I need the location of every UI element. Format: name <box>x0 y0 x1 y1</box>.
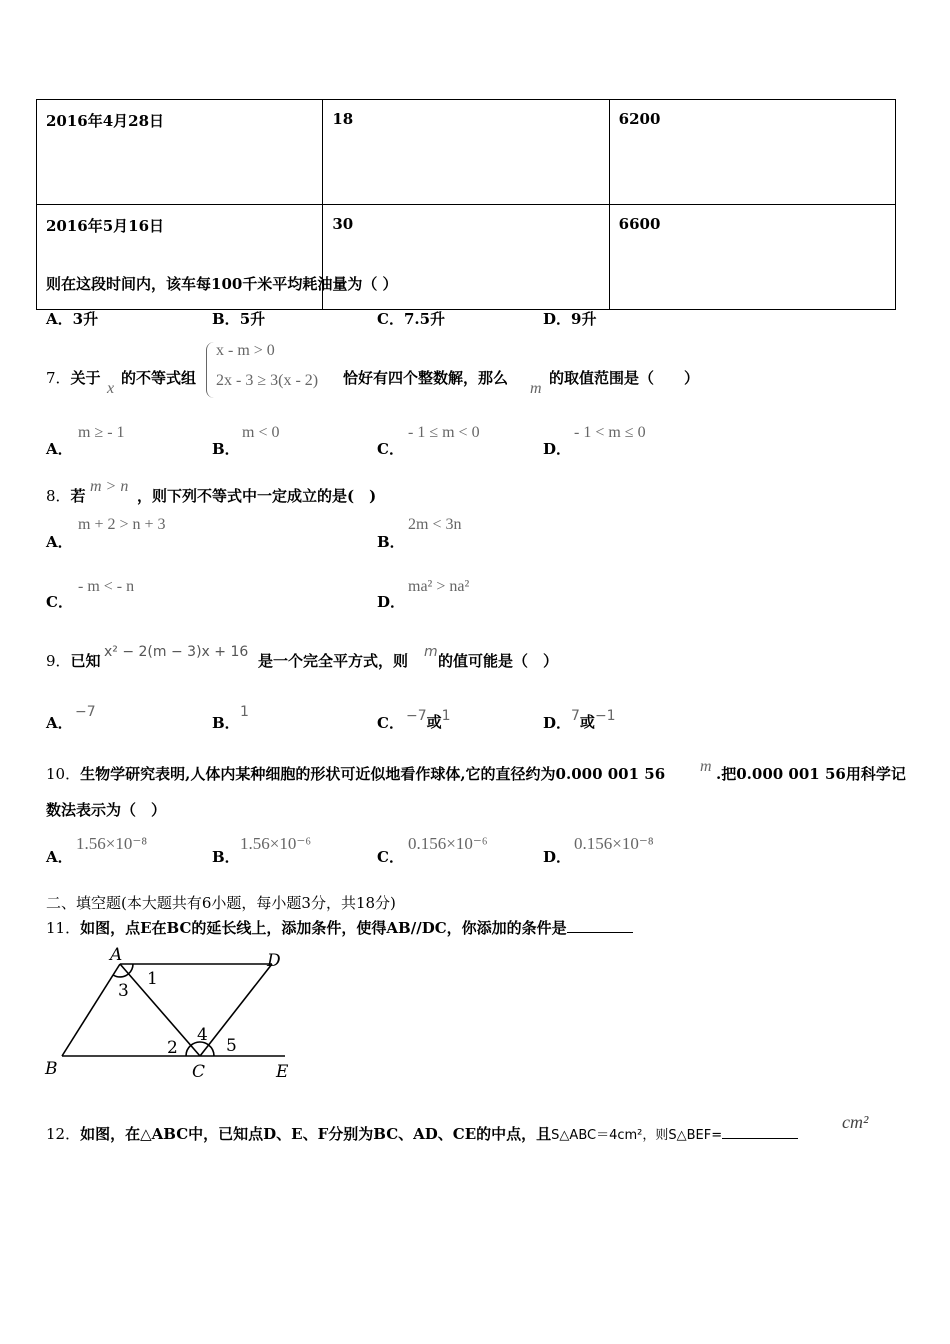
q10-option-d-letter: D． <box>543 848 572 866</box>
q9-option-c-letter: C． <box>377 714 404 732</box>
q9-option-a-math: −7 <box>75 704 96 720</box>
q9-option-b-math: 1 <box>240 704 249 720</box>
q8-option-b-math: 2m < 3n <box>408 516 462 533</box>
table-cell-date: 2016年5月16日 <box>37 205 323 310</box>
label-a: A <box>110 945 123 965</box>
q8-option-b-letter: B． <box>377 533 405 551</box>
q11-stem: 11．如图，点E在BC的延长线上，添加条件，使得AB//DC，你添加的条件是 <box>46 917 633 938</box>
q9-var-m: m <box>424 644 438 660</box>
q7-system-line2: 2x - 3 ≥ 3(x - 2) <box>216 372 319 389</box>
q8-option-c-letter: C． <box>46 593 73 611</box>
q7-option-b-letter: B． <box>212 440 240 458</box>
label-angle-1: 1 <box>147 969 158 989</box>
q9-option-c: −7或1 <box>406 708 451 731</box>
angle-arc-3 <box>113 974 128 977</box>
segment-ac <box>120 964 200 1056</box>
q6-option-d: D．9升 <box>543 310 597 328</box>
q9-option-d: 7或−1 <box>571 708 616 731</box>
q10-stem-line1: 10．生物学研究表明,人体内某种细胞的形状可近似地看作球体,它的直径约为0.000 001 56 <box>46 765 666 783</box>
q7-option-a-letter: A． <box>46 440 73 458</box>
q8-option-a-letter: A． <box>46 533 73 551</box>
q7-text3: 恰好有四个整数解，那么 <box>343 369 509 387</box>
q12-answer-blank <box>722 1138 798 1139</box>
segment-ab <box>62 964 120 1056</box>
label-e: E <box>276 1062 289 1080</box>
q10-option-c-letter: C． <box>377 848 404 866</box>
q8-option-c-math: - m < - n <box>78 578 135 595</box>
q7-stem: 7．关于 <box>46 369 101 387</box>
angle-arc-5 <box>209 1045 214 1056</box>
q11-figure <box>40 945 300 1080</box>
q7-option-d-letter: D． <box>543 440 572 458</box>
angle-arc-1 <box>129 964 134 974</box>
q7-option-c-letter: C． <box>377 440 404 458</box>
q7-option-b-math: m < 0 <box>242 424 280 441</box>
q8-stem: 8．若 <box>46 487 86 505</box>
q10-unit: m <box>700 758 712 775</box>
q7-system-brace <box>206 342 215 398</box>
q7-option-d-math: - 1 < m ≤ 0 <box>574 424 646 441</box>
q10-stem-line1b: .把0.000 001 56用科学记 <box>716 765 906 783</box>
q6-option-c: C．7.5升 <box>377 310 446 328</box>
q8-condition: m > n <box>90 478 129 495</box>
q8-option-d-letter: D． <box>377 593 406 611</box>
section-title: 二、填空题(本大题共有6小题，每小题3分，共18分) <box>46 894 396 912</box>
q7-var-x: x <box>107 380 115 397</box>
q9-option-d-letter: D． <box>543 714 572 732</box>
q9-expression: x² − 2(m − 3)x + 16 <box>104 644 249 660</box>
q10-option-a-letter: A． <box>46 848 73 866</box>
q8-option-a-math: m + 2 > n + 3 <box>78 516 166 533</box>
q6-option-b: B．5升 <box>212 310 266 328</box>
q10-option-a-math: 1.56×10⁻⁸ <box>76 834 148 853</box>
table-cell-mileage: 6200 <box>609 100 895 205</box>
table-cell-date: 2016年4月28日 <box>37 100 323 205</box>
angle-arc-2 <box>186 1045 191 1056</box>
q9-text3: 的值可能是（ ） <box>438 652 559 670</box>
table-cell-mileage: 6600 <box>609 205 895 310</box>
q9-option-a-letter: A． <box>46 714 73 732</box>
q11-answer-blank <box>567 932 633 933</box>
q7-system-line1: x - m > 0 <box>216 342 275 359</box>
q9-stem: 9．已知 <box>46 652 101 670</box>
q12-stem: 12．如图，在△ABC中，已知点D、E、F分别为BC、AD、CE的中点，且S△ABC＝4cm²，则S△BEF= <box>46 1123 798 1144</box>
q9-text2: 是一个完全平方式，则 <box>258 652 409 670</box>
q10-option-b-letter: B． <box>212 848 240 866</box>
q10-option-d-math: 0.156×10⁻⁸ <box>574 834 654 853</box>
table-cell-fuel: 30 <box>323 205 609 310</box>
q9-option-b-letter: B． <box>212 714 240 732</box>
label-d: D <box>267 951 281 971</box>
label-angle-5: 5 <box>226 1036 237 1056</box>
q10-option-b-math: 1.56×10⁻⁶ <box>240 834 312 853</box>
label-angle-2: 2 <box>167 1038 178 1058</box>
table-row <box>37 100 896 205</box>
q7-var-m: m <box>530 380 542 397</box>
q8-option-d-math: ma² > na² <box>408 578 470 595</box>
q6-option-a: A．3升 <box>46 310 99 328</box>
q7-option-a-math: m ≥ - 1 <box>78 424 125 441</box>
q7-text2: 的不等式组 <box>121 369 197 387</box>
q7-text4: 的取值范围是（ ） <box>549 369 700 387</box>
label-angle-4: 4 <box>197 1025 208 1045</box>
label-angle-3: 3 <box>118 981 129 1001</box>
q10-stem-line2: 数法表示为（ ） <box>46 801 167 819</box>
table-cell-fuel: 18 <box>323 100 609 205</box>
q12-unit: cm² <box>842 1112 869 1132</box>
q10-option-c-math: 0.156×10⁻⁶ <box>408 834 488 853</box>
q7-option-c-math: - 1 ≤ m < 0 <box>408 424 480 441</box>
label-b: B <box>45 1059 58 1079</box>
q8-text2: ，则下列不等式中一定成立的是( ) <box>137 487 377 505</box>
q6-stem: 则在这段时间内，该车每100千米平均耗油量为（ ） <box>46 275 398 293</box>
label-c: C <box>192 1062 206 1080</box>
